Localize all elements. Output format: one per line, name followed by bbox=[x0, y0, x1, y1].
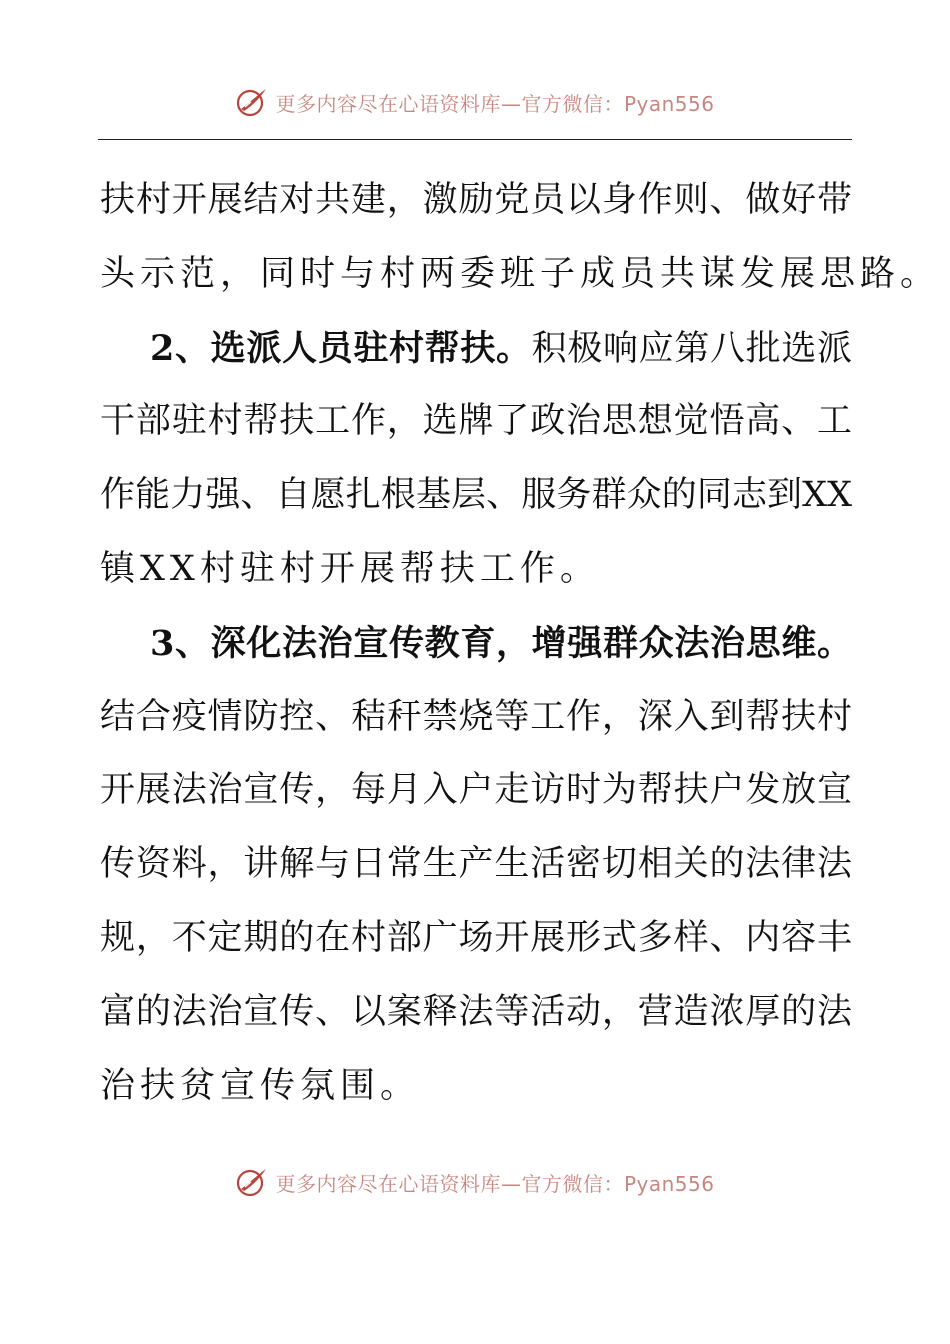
text-line: 结合疫情防控、秸秆禁烧等工作，深入到帮扶村 bbox=[100, 696, 852, 737]
text-line: 作能力强、自愿扎根基层、服务群众的同志到XX bbox=[100, 475, 852, 516]
paragraph-line bbox=[100, 312, 852, 386]
watermark-text: 更多内容尽在心语资料库—官方微信：Pyan556 bbox=[275, 1171, 715, 1196]
text-line: 镇XX村驻村开展帮扶工作。 bbox=[100, 548, 600, 589]
footer-watermark bbox=[0, 1162, 950, 1202]
text-span: 积极响应第八批选派 bbox=[531, 328, 852, 369]
text-line: 治扶贫宣传氛围。 bbox=[100, 1065, 421, 1106]
watermark-text: 更多内容尽在心语资料库—官方微信：Pyan556 bbox=[275, 91, 715, 116]
section-heading: 2、选派人员驻村帮扶。 bbox=[150, 327, 532, 369]
text-line: 扶村开展结对共建，激励党员以身作则、做好带 bbox=[100, 180, 852, 220]
document-body bbox=[100, 164, 941, 1123]
text-line: 头示范，同时与村两委班子成员共谋发展思路。 bbox=[100, 253, 941, 294]
text-line: 开展法治宣传，每月入户走访时为帮扶户发放宣 bbox=[100, 770, 852, 811]
text-line: 规，不定期的在村部广场开展形式多样、内容丰 bbox=[100, 917, 852, 958]
section-heading: 3、深化法治宣传教育，增强群众法治思维。 bbox=[150, 622, 852, 664]
quill-pen-logo-icon bbox=[235, 85, 269, 119]
header-divider bbox=[98, 139, 852, 140]
text-line: 干部驻村帮扶工作，选牌了政治思想觉悟高、工 bbox=[100, 401, 852, 442]
text-line: 富的法治宣传、以案释法等活动，营造浓厚的法 bbox=[100, 991, 852, 1032]
header-watermark bbox=[0, 82, 950, 122]
text-line: 传资料，讲解与日常生产生活密切相关的法律法 bbox=[100, 844, 852, 885]
quill-pen-logo-icon bbox=[235, 1165, 269, 1199]
